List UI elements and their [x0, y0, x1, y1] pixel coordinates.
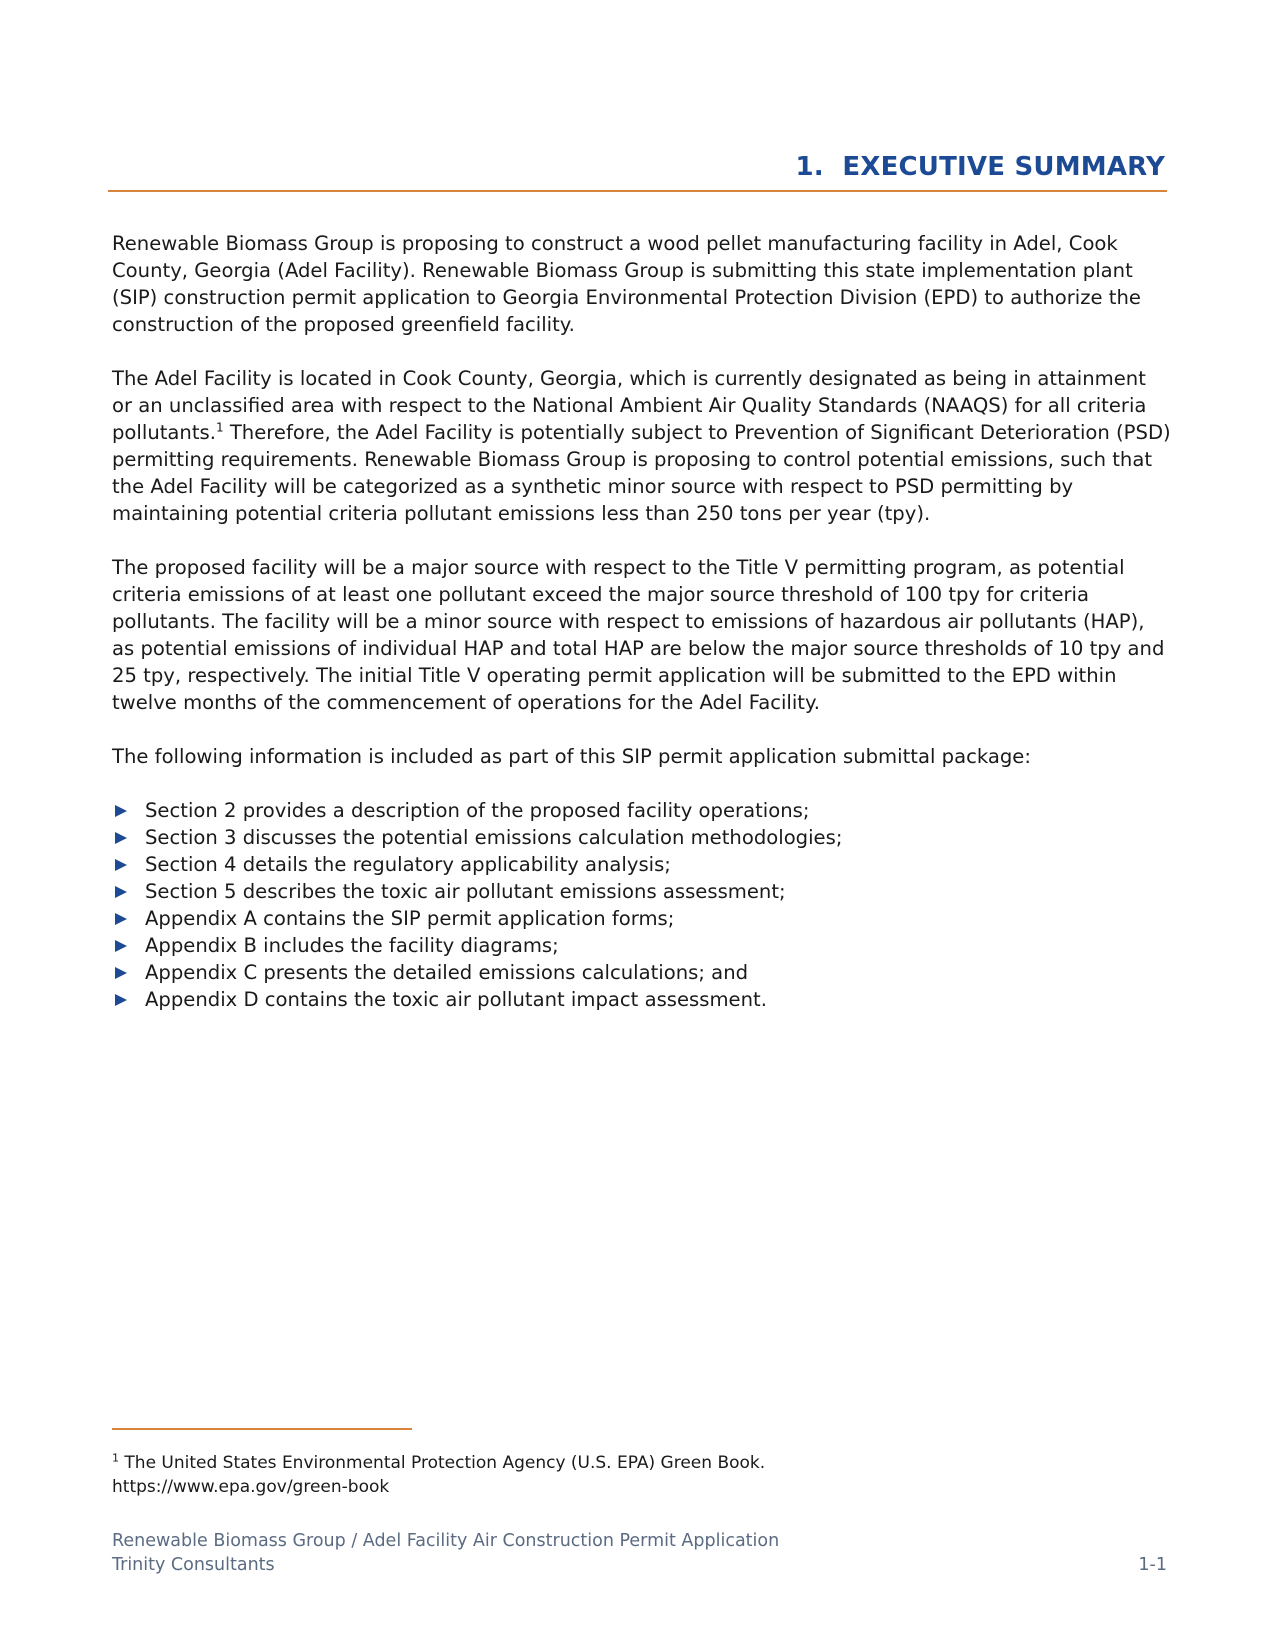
paragraph-package-intro: The following information is included as part of this SIP permit application submittal package: [112, 745, 1031, 768]
page-number: 1-1 [1138, 1555, 1167, 1575]
right-pointing-triangle-icon [115, 967, 127, 979]
paragraph-title-v: The proposed facility will be a major source with respect to the Title V permitting program, as potential criteria emissions of at least one pollutant exceed the major source threshold of 100 tpy for criteria pollutants. The facility will be a minor source with respect to emissions of hazardous air pollutants (HAP), as potential emissions of individual HAP and total HAP are below the major source thresholds of 10 tpy and 25 tpy, respectively. The initial Title V operating permit application will be submitted to the EPD within twelve months of the commencement of operations for the Adel Facility. [112, 556, 1165, 714]
list-item [112, 959, 1172, 986]
list-item [112, 878, 1172, 905]
list-item [112, 824, 1172, 851]
right-pointing-triangle-icon [115, 994, 127, 1006]
list-item-text: Appendix C presents the detailed emissions calculations; and [145, 961, 749, 984]
list-item [112, 797, 1172, 824]
page-footer [112, 1529, 1167, 1577]
list-item-text: Appendix D contains the toxic air pollutant impact assessment. [145, 988, 767, 1011]
list-item-text: Appendix B includes the facility diagrams; [145, 934, 559, 957]
right-pointing-triangle-icon [115, 805, 127, 817]
footnote-text: The United States Environmental Protection Agency (U.S. EPA) Green Book. [119, 1453, 766, 1473]
footnote [112, 1451, 1012, 1499]
list-item [112, 851, 1172, 878]
paragraph-attainment-text-b: Therefore, the Adel Facility is potentially subject to Prevention of Significant Deterioration (PSD) permitting requirements. Renewable Biomass Group is proposing to control potential emissions, such that the Adel Facility will be categorized as a synthetic minor source with respect to PSD permitting by maintaining potential criteria pollutant emissions less than 250 tons per year (tpy). [112, 421, 1171, 525]
right-pointing-triangle-icon [115, 886, 127, 898]
footnote-separator [112, 1428, 412, 1430]
footnote-citation [112, 1451, 1012, 1475]
list-item [112, 986, 1172, 1013]
list-item-text: Appendix A contains the SIP permit application forms; [145, 907, 675, 930]
paragraph-attainment-text-a: The Adel Facility is located in Cook County, Georgia, which is currently designated as being in attainment or an unclassified area with respect to the National Ambient Air Quality Standards (NAAQS) for all criteria pollutants. [112, 367, 1147, 444]
list-item-text: Section 5 describes the toxic air pollutant emissions assessment; [145, 880, 786, 903]
footnote-reference[interactable]: 1 [215, 420, 224, 435]
footnote-number: 1 [112, 1451, 119, 1465]
right-pointing-triangle-icon [115, 859, 127, 871]
section-heading [795, 152, 1165, 182]
package-contents-list [112, 797, 1172, 1013]
right-pointing-triangle-icon [115, 913, 127, 925]
footer-company: Trinity Consultants [112, 1555, 275, 1575]
list-item-text: Section 3 discusses the potential emissions calculation methodologies; [145, 826, 843, 849]
list-item-text: Section 4 details the regulatory applicability analysis; [145, 853, 671, 876]
right-pointing-triangle-icon [115, 832, 127, 844]
right-pointing-triangle-icon [115, 940, 127, 952]
paragraph-attainment [112, 365, 1172, 527]
section-title: EXECUTIVE SUMMARY [842, 152, 1165, 182]
section-number: 1. [795, 152, 824, 182]
list-item-text: Section 2 provides a description of the proposed facility operations; [145, 799, 810, 822]
footnote-url[interactable]: https://www.epa.gov/green-book [112, 1477, 390, 1497]
paragraph-intro: Renewable Biomass Group is proposing to construct a wood pellet manufacturing facility in Adel, Cook County, Georgia (Adel Facility). Renewable Biomass Group is submitting this state implementation plant (SIP) construction permit application to Georgia Environmental Protection Division (EPD) to authorize the construction of the proposed greenfield facility. [112, 232, 1141, 336]
section-heading-block [108, 148, 1167, 192]
list-item [112, 932, 1172, 959]
body-text [112, 230, 1172, 1013]
footer-document-title: Renewable Biomass Group / Adel Facility Air Construction Permit Application [112, 1531, 780, 1551]
list-item [112, 905, 1172, 932]
